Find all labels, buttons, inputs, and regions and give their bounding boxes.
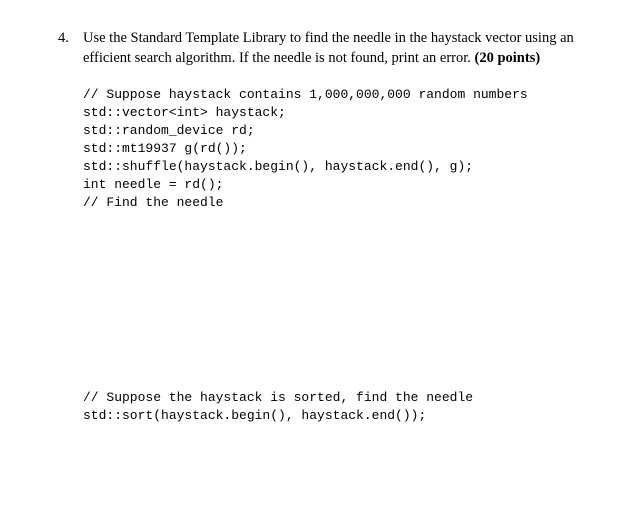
question-number: 4.: [58, 30, 69, 46]
code-line: std::vector<int> haystack;: [83, 105, 286, 120]
code-block-sorted: [83, 389, 473, 425]
code-line: // Suppose the haystack is sorted, find the needle: [83, 390, 474, 405]
code-line: // Suppose haystack contains 1,000,000,000 random numbers: [83, 87, 528, 102]
code-line: // Find the needle: [83, 195, 224, 210]
question-points: (20 points): [474, 50, 541, 66]
code-line: std::sort(haystack.begin(), haystack.end());: [83, 408, 427, 423]
code-line: std::random_device rd;: [83, 123, 255, 138]
code-line: std::shuffle(haystack.begin(), haystack.end(), g);: [83, 159, 474, 174]
code-block-shuffle: [83, 86, 528, 212]
question-text-block: [83, 28, 613, 68]
question-text: Use the Standard Template Library to find the needle in the haystack vector using an efficient search algorithm. If the needle is not found, print an error.: [83, 30, 574, 66]
code-line: std::mt19937 g(rd());: [83, 141, 247, 156]
code-line: int needle = rd();: [83, 177, 224, 192]
